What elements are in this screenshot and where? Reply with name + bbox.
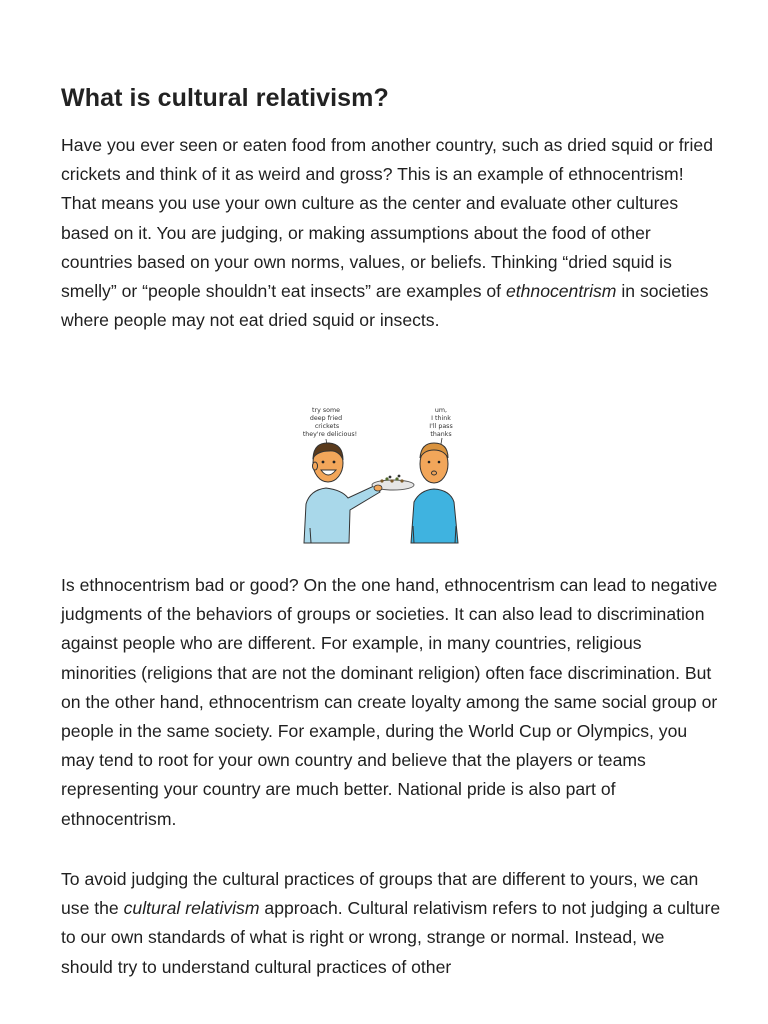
speech-line: they're delicious!	[302, 431, 358, 438]
emphasis-term: cultural relativism	[123, 898, 260, 919]
speech-line: I think	[431, 415, 451, 422]
page-title: What is cultural relativism?	[61, 84, 389, 112]
cricket-plate	[372, 475, 414, 491]
speech-line: thanks	[430, 431, 452, 438]
paragraph-text: in societies where people may not eat dried squid or insects.	[61, 281, 709, 331]
emphasis-term: ethnocentrism	[505, 281, 617, 302]
cricket-offer-illustration	[296, 398, 470, 546]
paragraph-ethnocentrism-good-bad: Is ethnocentrism bad or good? On the one hand, ethnocentrism can lead to negative judgments of the behaviors of groups or societies. It can also lead to discrimination against people who are different. For example, in many countries, religious minorities (religions that are not the dominant religion) often face discrimination. But on the other hand, ethnocentrism can create loyalty among the same social group or people in the same society. For example, during the World Cup or Olympics, you may tend to root for your own country and believe that the players or teams representing your country are much better. National pride is also part of ethnocentrism.	[61, 575, 718, 829]
right-person	[411, 443, 458, 543]
left-speech-bubble	[303, 407, 357, 438]
left-person	[304, 443, 380, 543]
right-speech-bubble	[429, 407, 453, 438]
paragraph-text: To avoid judging the cultural practices of groups that are different to yours, we can use the	[61, 869, 699, 919]
speech-line: try some	[312, 407, 340, 414]
paragraph-cultural-relativism	[61, 865, 721, 982]
paragraph-text: approach. Cultural relativism refers to not judging a culture to our own standards of what is right or wrong, strange or normal. Instead, we should try to understand cultural practices of other	[61, 898, 721, 977]
speech-line: crickets	[314, 423, 340, 430]
paragraph-text: Have you ever seen or eaten food from another country, such as dried squid or fried crickets and think of it as weird and gross? This is an example of ethnocentrism! That means you use your own culture as the center and evaluate other cultures based on it. You are judging, or making assumptions about the food of other countries based on your own norms, values, or beliefs. Thinking “dried squid is smelly” or “people shouldn’t eat insects” are examples of	[61, 135, 713, 302]
speech-line: um,	[434, 407, 448, 414]
speech-line: deep fried	[309, 415, 343, 422]
speech-line: I'll pass	[429, 423, 453, 430]
paragraph-ethnocentrism-intro	[61, 131, 721, 335]
